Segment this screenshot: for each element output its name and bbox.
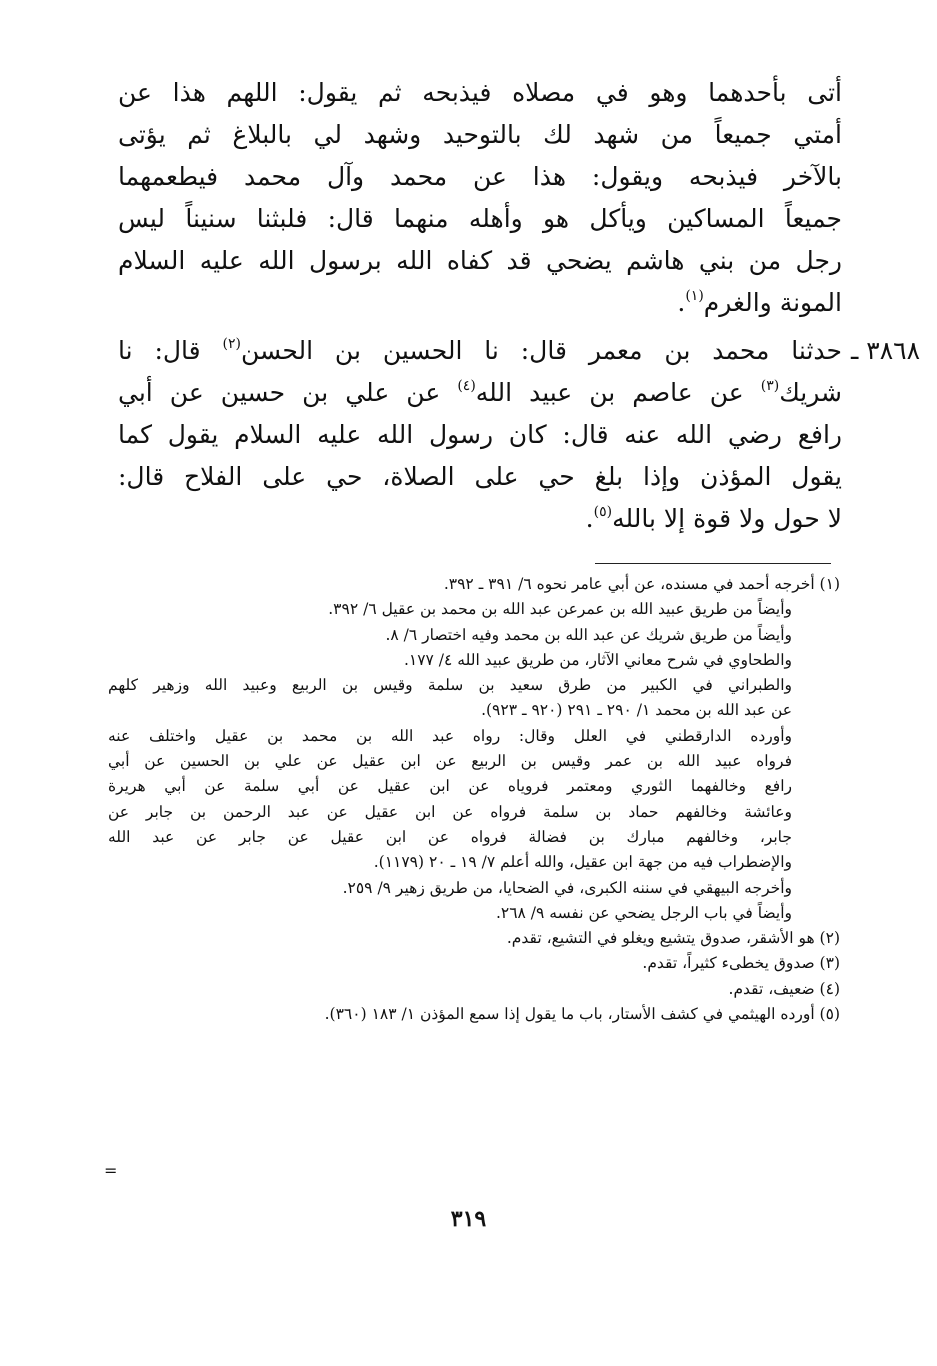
footnote-line: وأيضاً من طريق عبيد الله بن عمرعن عبد الله بن محمد بن عقيل ٦/ ٣٩٢.	[328, 600, 792, 619]
footnote-line: وأيضاً في باب الرجل يضحي عن نفسه ٩/ ٢٦٨.	[495, 903, 792, 922]
text-line: جميعاً المساكين ويأكل هو وأهله منهما قال: فلبثنا سنيناً ليس	[118, 204, 842, 233]
page-number: ٣١٩	[450, 1206, 487, 1232]
footnotes	[108, 572, 840, 1027]
text-line: أمتي جميعاً من شهد لك بالتوحيد وشهد لي بالبلاغ ثم يؤتى	[118, 120, 842, 149]
text-line: شريك$^{(٣)}$ عن عاصم بن عبيد الله$^{(٤)}$ عن علي بن حسين عن أبي	[118, 378, 842, 407]
footnote-line: جابر، وخالفهم مبارك بن فضالة فرواه عن ابن عقيل عن جابر عن عبد الله	[108, 827, 792, 846]
main-text	[118, 72, 920, 540]
footnote-divider	[595, 563, 831, 564]
footnote-line: وأيضاً من طريق شريك عن عبد الله بن محمد وفيه اختصار ٦/ ٨.	[385, 625, 792, 644]
text-line: بالآخر فيذبحه ويقول: هذا عن محمد وآل محمد فيطعمهما	[118, 162, 842, 191]
text-line: المونة والغرم$^{(١)}$.	[677, 288, 842, 317]
footnote-ref: (٥)	[593, 504, 613, 520]
text-line: رجل من بني هاشم يضحي قد كفاه الله برسول الله عليه السلام	[118, 246, 842, 275]
footnote-ref: (٢)	[222, 336, 241, 352]
footnote-ref: (١)	[685, 288, 704, 304]
footnote-line: والطحاوي في شرح معاني الآثار، من طريق عبيد الله ٤/ ١٧٧.	[403, 650, 792, 669]
footnote-line: وعائشة وخالفهم حماد بن سلمة فرواه عن ابن عقيل عن عبد الرحمن بن جابر عن	[108, 802, 792, 821]
hadith-number: ٣٨٦٨ ـ	[851, 336, 920, 365]
text-line: يقول المؤذن وإذا بلغ حي على الصلاة، حي على الفلاح قال:	[118, 462, 842, 491]
text-line: حدثنا محمد بن معمر قال: نا الحسين بن الحسن$^{(٢)}$ قال: نا	[118, 336, 842, 365]
continuation-mark: =	[104, 1161, 118, 1180]
text-line: رافع رضي الله عنه قال: كان رسول الله عليه السلام يقول كما	[118, 420, 842, 449]
footnote-3: (٣) صدوق يخطىء كثيراً، تقدم.	[642, 954, 840, 973]
text-line: أتى بأحدهما وهو في مصلاه فيذبحه ثم يقول: اللهم هذا عن	[118, 78, 842, 107]
footnote-ref: (٣)	[760, 378, 780, 394]
footnote-5: (٥) أورده الهيثمي في كشف الأستار، باب ما يقول إذا سمع المؤذن ١/ ١٨٣ (٣٦٠).	[324, 1005, 840, 1024]
text-line: لا حول ولا قوة إلا بالله$^{(٥)}$.	[585, 504, 842, 533]
footnote-1: (١) أخرجه أحمد في مسنده، عن أبي عامر نحوه ٦/ ٣٩١ ـ ٣٩٢.	[443, 575, 840, 593]
footnote-line: رافع وخالفهما الثوري ومعتمر فروياه عن ابن عقيل عن أبي سلمة عن أبي هريرة	[108, 777, 792, 796]
footnote-line: والإضطراب فيه من جهة ابن عقيل، والله أعلم ٧/ ١٩ ـ ٢٠ (١١٧٩).	[373, 853, 792, 872]
footnote-line: وأورده الدارقطني في العلل وقال: رواه عبد الله بن محمد بن عقيل واختلف عنه	[108, 726, 792, 745]
footnote-line: والطبراني في الكبير من طرق سعيد بن سلمة وقيس بن الربيع وعبيد الله وزهير كلهم	[108, 676, 792, 695]
footnote-line: فرواه عبيد الله بن عمر وقيس بن الربيع عن ابن عقيل عن علي بن الحسين عن أبي	[108, 752, 792, 771]
footnote-line: عن عبد الله بن محمد ١/ ٢٩٠ ـ ٢٩١ (٩٢٠ ـ ٩٢٣).	[481, 701, 792, 720]
footnote-ref: (٤)	[457, 378, 476, 394]
footnote-line: وأخرجه البيهقي في سننه الكبرى، في الضحايا، من طريق زهير ٩/ ٢٥٩.	[342, 878, 792, 897]
hadith-3868	[118, 330, 920, 540]
footnote-2: (٢) هو الأشقر، صدوق يتشيع ويغلو في التشيع، تقدم.	[506, 929, 840, 948]
footnote-4: (٤) ضعيف، تقدم.	[728, 979, 840, 998]
